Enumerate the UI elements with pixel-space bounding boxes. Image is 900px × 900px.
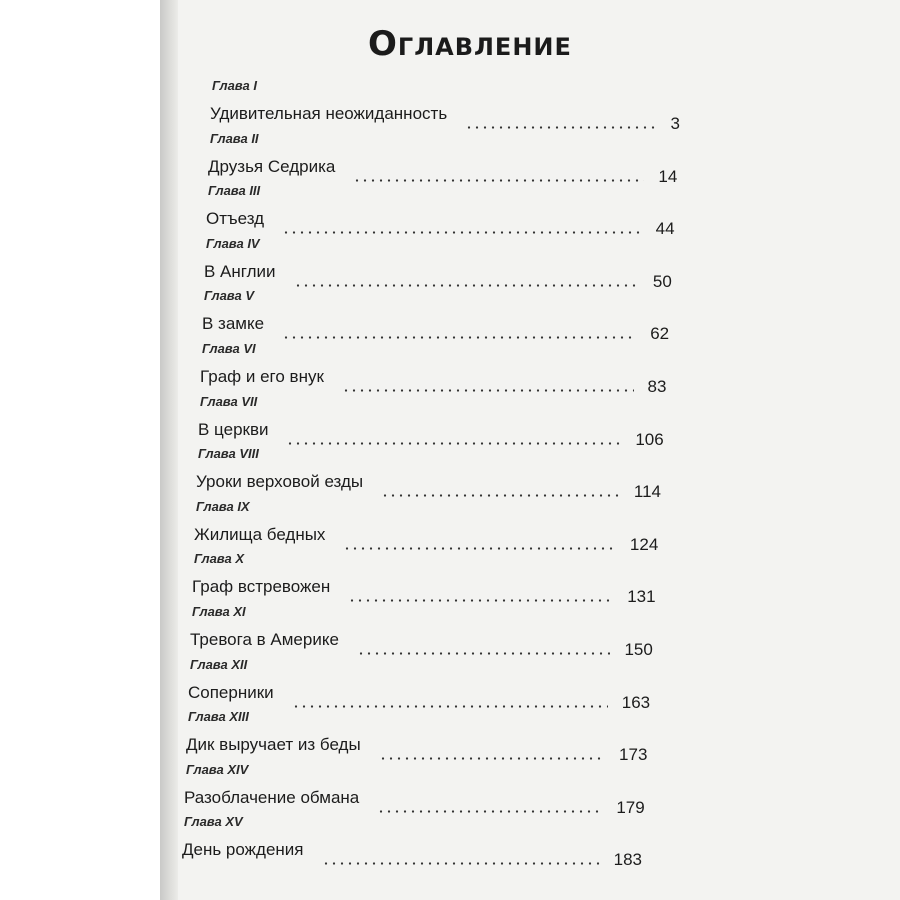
entry-line [208, 149, 678, 186]
dot-leader [377, 810, 602, 813]
dot-leader [286, 442, 621, 445]
toc-entry [192, 551, 656, 607]
entry-line [184, 780, 645, 817]
dot-leader [465, 126, 656, 129]
page-number: 14 [658, 166, 678, 186]
entry-line [194, 517, 659, 554]
entry-line [200, 359, 667, 396]
chapter-label: Глава VII [200, 393, 258, 409]
dot-leader [381, 494, 620, 497]
toc-entry [204, 235, 672, 291]
dot-leader [343, 547, 615, 550]
chapter-label: Глава II [210, 130, 259, 146]
chapter-title: В церкви [198, 419, 269, 439]
toc-entry [186, 709, 648, 765]
chapter-title: День рождения [182, 840, 304, 860]
page-number: 173 [619, 745, 648, 765]
chapter-title: Удивительная неожиданность [210, 104, 448, 123]
chapter-title: Граф и его внук [200, 367, 324, 386]
dot-leader [282, 231, 642, 234]
toc-entry [198, 393, 664, 449]
entry-line [202, 306, 670, 344]
entry-line [204, 254, 672, 291]
chapter-label: Глава IV [206, 235, 260, 251]
toc-entry [208, 130, 678, 186]
entry-line [196, 464, 661, 502]
chapter-title: Граф встревожен [192, 577, 331, 597]
dot-leader [357, 652, 611, 655]
dot-leader [294, 284, 639, 287]
page-title: Оглавление [368, 24, 572, 64]
toc-entry [188, 656, 651, 712]
chapter-label: Глава VI [202, 341, 256, 356]
page-number: 183 [613, 850, 642, 870]
chapter-label: Глава XI [192, 604, 246, 619]
chapter-title: Дик выручает из беды [186, 735, 361, 755]
chapter-title: В Англии [204, 261, 276, 281]
dot-leader [322, 862, 600, 865]
toc-entry [184, 761, 645, 817]
page-number: 62 [650, 324, 670, 344]
entry-line [192, 569, 656, 607]
dot-leader [379, 757, 605, 760]
entry-line [186, 727, 648, 765]
dot-leader [342, 389, 634, 392]
chapter-label: Глава XV [184, 814, 243, 830]
chapter-label: Глава I [212, 78, 257, 93]
page-number: 50 [652, 271, 672, 291]
chapter-label: Глава X [194, 551, 244, 567]
dot-leader [292, 705, 608, 708]
chapter-title: Жилища бедных [194, 524, 326, 544]
page-number: 114 [633, 482, 661, 502]
entry-line [190, 622, 653, 659]
chapter-title: Уроки верховой езды [196, 472, 364, 492]
page-number: 83 [647, 377, 667, 396]
page-number: 163 [621, 692, 651, 712]
chapter-title: Разоблачение обмана [184, 787, 360, 807]
toc-entry [200, 341, 667, 396]
entry-line [206, 201, 675, 239]
dot-leader [353, 179, 644, 182]
toc-entry [182, 814, 642, 870]
toc-entry [194, 498, 659, 554]
chapter-label: Глава VIII [198, 446, 259, 462]
chapter-label: Глава XIII [188, 709, 249, 725]
chapter-title: В замке [202, 314, 265, 334]
entry-line [182, 832, 642, 870]
page-number: 179 [616, 797, 645, 817]
page-number: 124 [629, 534, 659, 554]
chapter-label: Глава XIV [186, 761, 249, 777]
toc-entry [190, 604, 653, 659]
entry-line [210, 96, 680, 133]
toc-entry [196, 446, 661, 502]
page-number: 3 [670, 114, 680, 133]
dot-leader [282, 336, 636, 339]
toc-entry [206, 183, 675, 239]
entry-line [188, 675, 651, 712]
toc-entry [202, 288, 670, 344]
chapter-label: Глава III [208, 183, 261, 199]
toc-entry [210, 78, 680, 133]
entry-line [198, 412, 664, 449]
chapter-label: Глава IX [196, 498, 250, 514]
page-number: 131 [627, 587, 656, 607]
chapter-title: Друзья Седрика [208, 156, 336, 176]
chapter-label: Глава V [204, 288, 254, 304]
dot-leader [348, 599, 613, 602]
page-number: 106 [635, 429, 664, 449]
chapter-title: Тревога в Америке [190, 630, 339, 649]
page-number: 150 [624, 640, 653, 659]
chapter-title: Отъезд [206, 209, 265, 229]
chapter-label: Глава XII [190, 656, 248, 672]
chapter-title: Соперники [188, 682, 274, 702]
page-number: 44 [655, 219, 675, 239]
